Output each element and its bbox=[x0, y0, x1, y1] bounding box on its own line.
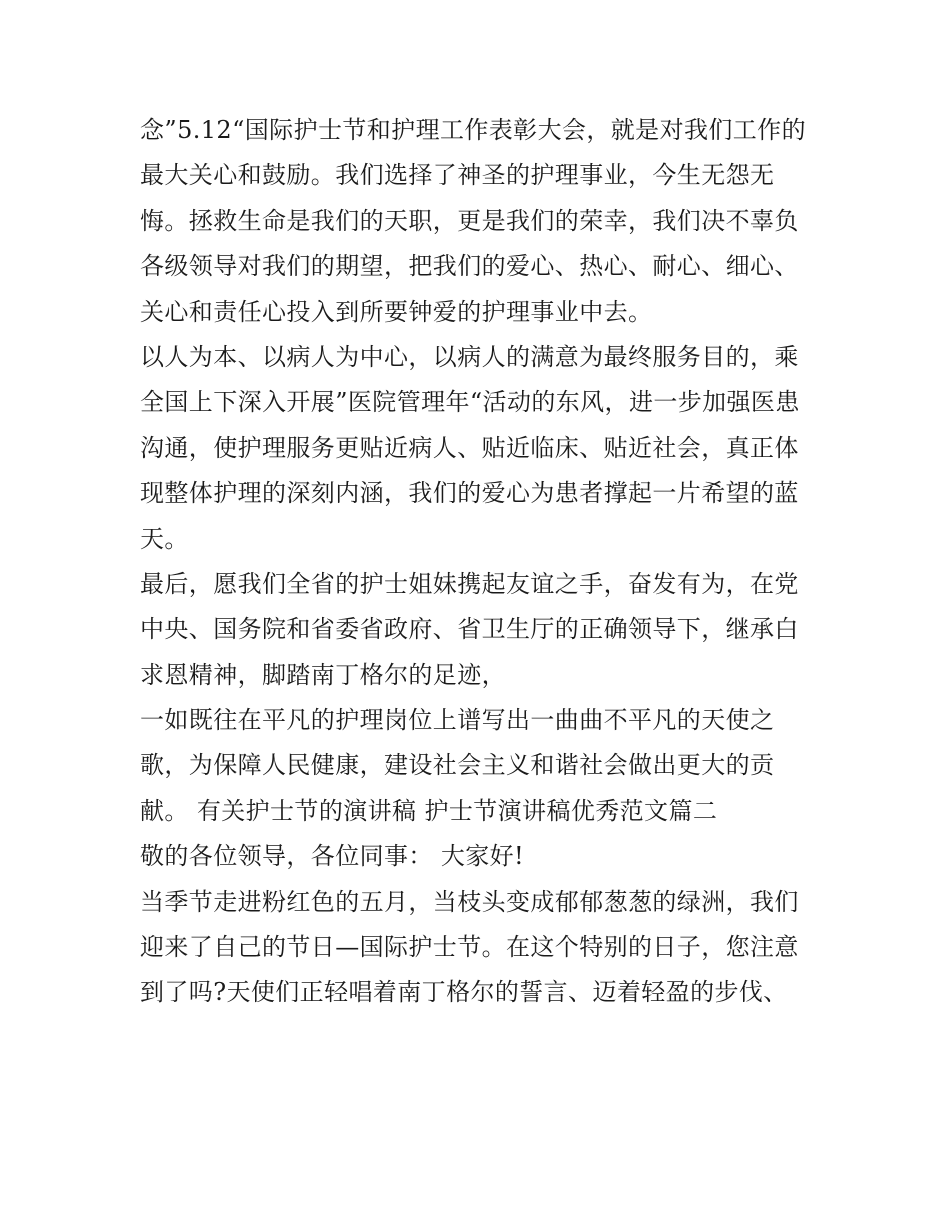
text-line: 当季节走进粉红色的五月，当枝头变成郁郁葱葱的绿洲，我们 bbox=[140, 887, 799, 916]
text-line: 全国上下深入开展”医院管理年“活动的东风，进一步加强医患 bbox=[140, 388, 800, 417]
text-line: 关心和责任心投入到所要钟爱的护理事业中去。 bbox=[140, 297, 653, 326]
text-line: 到了吗?天使们正轻唱着南丁格尔的誓言、迈着轻盈的步伐、 bbox=[140, 978, 788, 1007]
text-line: 念”5.12“国际护士节和护理工作表彰大会，就是对我们工作的 bbox=[140, 116, 806, 144]
text-line: 歌，为保障人民健康，建设社会主义和谐社会做出更大的贡 bbox=[140, 751, 775, 780]
text-line: 迎来了自己的节日—国际护士节。在这个特别的日子，您注意 bbox=[140, 933, 799, 962]
text-line: 悔。拯救生命是我们的天职，更是我们的荣幸，我们决不辜负 bbox=[140, 206, 799, 235]
text-line: 献。 有关护士节的演讲稿 护士节演讲稿优秀范文篇二 bbox=[140, 796, 718, 825]
text-line: 天。 bbox=[140, 524, 189, 553]
text-line: 中央、国务院和省委省政府、省卫生厅的正确领导下，继承白 bbox=[140, 615, 799, 644]
text-line: 求恩精神，脚踏南丁格尔的足迹， bbox=[140, 660, 506, 689]
text-line: 最大关心和鼓励。我们选择了神圣的护理事业，今生无怨无 bbox=[140, 161, 775, 190]
text-line: 现整体护理的深刻内涵，我们的爱心为患者撑起一片希望的蓝 bbox=[140, 479, 799, 508]
text-line: 一如既往在平凡的护理岗位上谱写出一曲曲不平凡的天使之 bbox=[140, 706, 775, 735]
text-line: 沟通，使护理服务更贴近病人、贴近临床、贴近社会，真正体 bbox=[140, 433, 799, 462]
text-line: 各级领导对我们的期望，把我们的爱心、热心、耐心、细心、 bbox=[140, 252, 799, 281]
text-line: 以人为本、以病人为中心，以病人的满意为最终服务目的，乘 bbox=[140, 342, 799, 371]
text-line: 敬的各位领导，各位同事： 大家好! bbox=[140, 842, 525, 871]
text-line: 最后，愿我们全省的护士姐妹携起友谊之手，奋发有为，在党 bbox=[140, 569, 799, 598]
document-body bbox=[140, 108, 830, 1016]
